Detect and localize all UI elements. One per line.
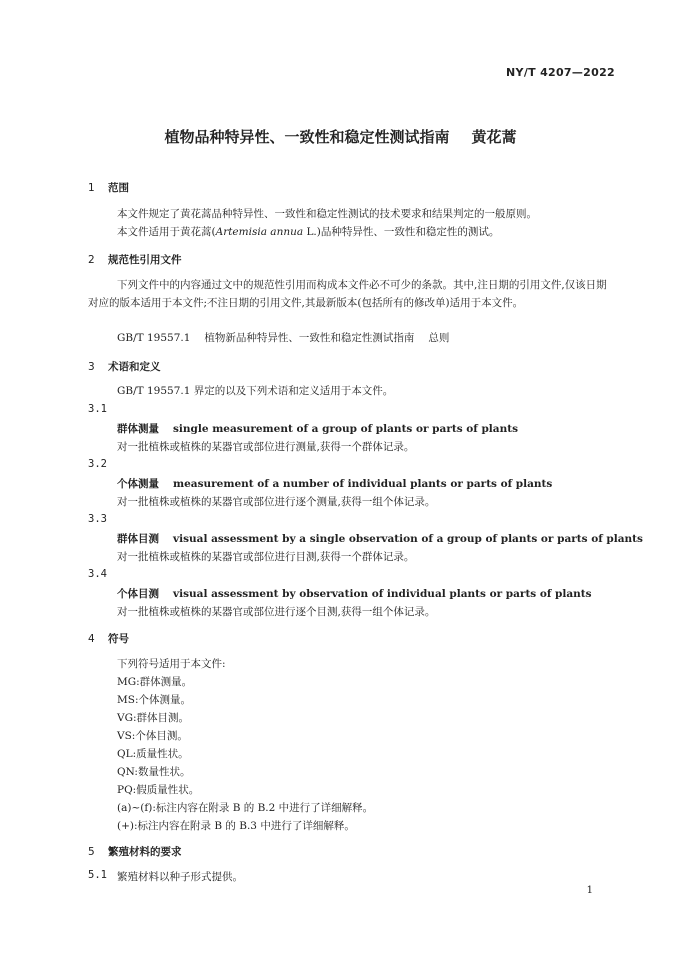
symbol-line: PQ:假质量性状。: [117, 784, 200, 796]
symbol-line: (+):标注内容在附录 B 的 B.3 中进行了详细解释。: [117, 820, 355, 832]
term-number: 3.1: [88, 403, 107, 415]
subsection-number: 5.1: [88, 869, 107, 881]
document-title: [0, 126, 681, 147]
title-species: 黄花蒿: [471, 128, 517, 146]
document-code: NY/T 4207—2022: [506, 66, 615, 79]
symbol-line: MS:个体测量。: [117, 694, 191, 706]
section-3-heading: 3 术语和定义: [88, 361, 161, 373]
section-3-intro: GB/T 19557.1 界定的以及下列术语和定义适用于本文件。: [117, 385, 394, 397]
symbol-line: (a)~(f):标注内容在附录 B 的 B.2 中进行了详细解释。: [117, 802, 374, 814]
symbol-line: VG:群体目测。: [117, 712, 190, 724]
term-number: 3.4: [88, 568, 107, 580]
symbol-line: 下列符号适用于本文件:: [117, 658, 226, 670]
term-definition: 对一批植株或植株的某器官或部位进行逐个测量,获得一组个体记录。: [117, 496, 436, 508]
term-definition: 对一批植株或植株的某器官或部位进行逐个目测,获得一组个体记录。: [117, 606, 436, 618]
section-4-heading: 4 符号: [88, 633, 129, 645]
section-1-para-1: 本文件规定了黄花蒿品种特异性、一致性和稳定性测试的技术要求和结果判定的一般原则。: [117, 208, 537, 220]
term-heading: 个体目测 visual assessment by observation of individual plants or parts of plants: [117, 588, 592, 600]
symbol-line: VS:个体目测。: [117, 730, 188, 742]
term-heading: 个体测量 measurement of a number of individual plants or parts of plants: [117, 478, 553, 490]
section-1-heading: 1 范围: [88, 182, 129, 194]
latin-name: Artemisia annua: [215, 226, 304, 238]
page-number: 1: [586, 885, 593, 896]
section-5-heading: 5 繁殖材料的要求: [88, 846, 182, 858]
subsection-text: 繁殖材料以种子形式提供。: [117, 871, 243, 883]
title-main: 植物品种特异性、一致性和稳定性测试指南: [164, 128, 450, 146]
term-heading: 群体测量 single measurement of a group of plants or parts of plants: [117, 423, 518, 435]
section-1-para-2: 本文件适用于黄花蒿(Artemisia annua L.)品种特异性、一致性和稳定性的测试。: [117, 226, 500, 238]
term-heading: 群体目测 visual assessment by a single observation of a group of plants or parts of plants: [117, 533, 643, 545]
symbol-line: QL:质量性状。: [117, 748, 189, 760]
term-number: 3.2: [88, 458, 107, 470]
term-definition: 对一批植株或植株的某器官或部位进行测量,获得一个群体记录。: [117, 441, 415, 453]
section-2-heading: 2 规范性引用文件: [88, 254, 182, 266]
symbol-line: QN:数量性状。: [117, 766, 191, 778]
symbol-line: MG:群体测量。: [117, 676, 193, 688]
normative-reference: GB/T 19557.1 植物新品种特异性、一致性和稳定性测试指南 总则: [117, 332, 450, 344]
section-2-para-1: 下列文件中的内容通过文中的规范性引用而构成本文件必不可少的条款。其中,注日期的引用文件,仅该日期对应的版本适用于本文件;不注日期的引用文件,其最新版本(包括所有的修改单)适用于本文件。: [88, 279, 607, 309]
term-number: 3.3: [88, 513, 107, 525]
term-definition: 对一批植株或植株的某器官或部位进行目测,获得一个群体记录。: [117, 551, 415, 563]
